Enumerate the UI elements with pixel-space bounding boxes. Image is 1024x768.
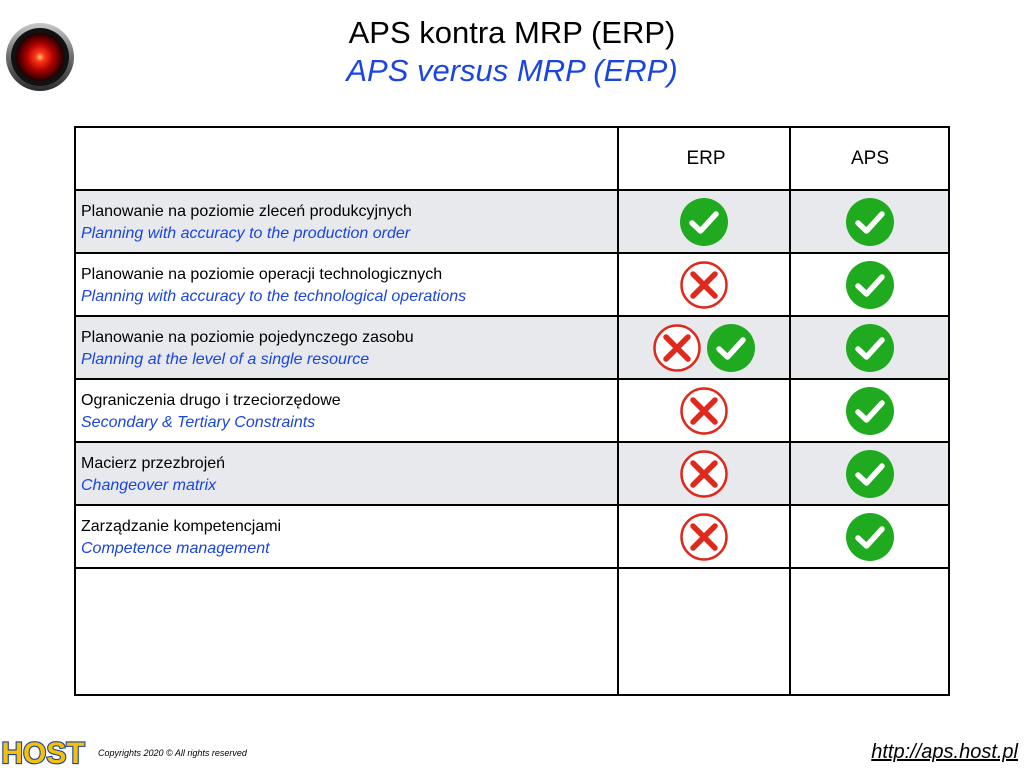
row-label bbox=[81, 201, 611, 245]
check-icon bbox=[845, 197, 895, 247]
check-icon bbox=[679, 197, 729, 247]
host-logo bbox=[0, 736, 86, 768]
table-header-row bbox=[76, 128, 948, 191]
cross-icon bbox=[679, 512, 729, 562]
row-label-pl: Macierz przezbrojeń bbox=[81, 455, 226, 472]
table-row bbox=[76, 380, 948, 443]
row-label-pl: Planowanie na poziomie operacji technologicznych bbox=[81, 266, 443, 283]
check-icon bbox=[845, 386, 895, 436]
table-row bbox=[76, 443, 948, 506]
check-icon bbox=[845, 260, 895, 310]
page-subtitle: APS versus MRP (ERP) bbox=[346, 53, 678, 88]
column-divider bbox=[789, 128, 791, 694]
title-block bbox=[0, 14, 1024, 90]
copyright-text: Copyrights 2020 © All rights reserved bbox=[98, 748, 247, 758]
row-label bbox=[81, 264, 611, 308]
row-label-pl: Zarządzanie kompetencjami bbox=[81, 518, 282, 535]
cross-icon bbox=[679, 386, 729, 436]
table-row bbox=[76, 254, 948, 317]
table-row bbox=[76, 191, 948, 254]
row-label-en: Planning with accuracy to the technological operations bbox=[81, 288, 467, 305]
check-icon bbox=[845, 512, 895, 562]
cross-icon bbox=[679, 260, 729, 310]
table-row bbox=[76, 506, 948, 569]
row-label-en: Planning with accuracy to the production order bbox=[81, 225, 411, 242]
row-label bbox=[81, 390, 611, 434]
page-title: APS kontra MRP (ERP) bbox=[348, 15, 676, 50]
cross-icon bbox=[652, 323, 702, 373]
check-icon bbox=[845, 449, 895, 499]
table-empty-area bbox=[76, 571, 948, 694]
row-label bbox=[81, 453, 611, 497]
column-header-erp: ERP bbox=[686, 148, 726, 169]
row-label-pl: Ograniczenia drugo i trzeciorzędowe bbox=[81, 392, 341, 409]
row-label bbox=[81, 516, 611, 560]
check-icon bbox=[706, 323, 756, 373]
host-logo-text: HOST bbox=[1, 737, 85, 768]
row-label-en: Competence management bbox=[81, 540, 270, 557]
row-label bbox=[81, 327, 611, 371]
website-link[interactable]: http://aps.host.pl bbox=[871, 741, 1018, 763]
cross-icon bbox=[679, 449, 729, 499]
table-row bbox=[76, 317, 948, 380]
row-label-en: Secondary & Tertiary Constraints bbox=[81, 414, 316, 431]
column-header-aps: APS bbox=[850, 148, 890, 169]
row-label-en: Changeover matrix bbox=[81, 477, 217, 494]
row-label-pl: Planowanie na poziomie pojedynczego zasobu bbox=[81, 329, 414, 346]
comparison-table bbox=[74, 126, 950, 696]
row-label-pl: Planowanie na poziomie zleceń produkcyjnych bbox=[81, 203, 412, 220]
check-icon bbox=[845, 323, 895, 373]
row-label-en: Planning at the level of a single resource bbox=[81, 351, 370, 368]
column-divider bbox=[617, 128, 619, 694]
